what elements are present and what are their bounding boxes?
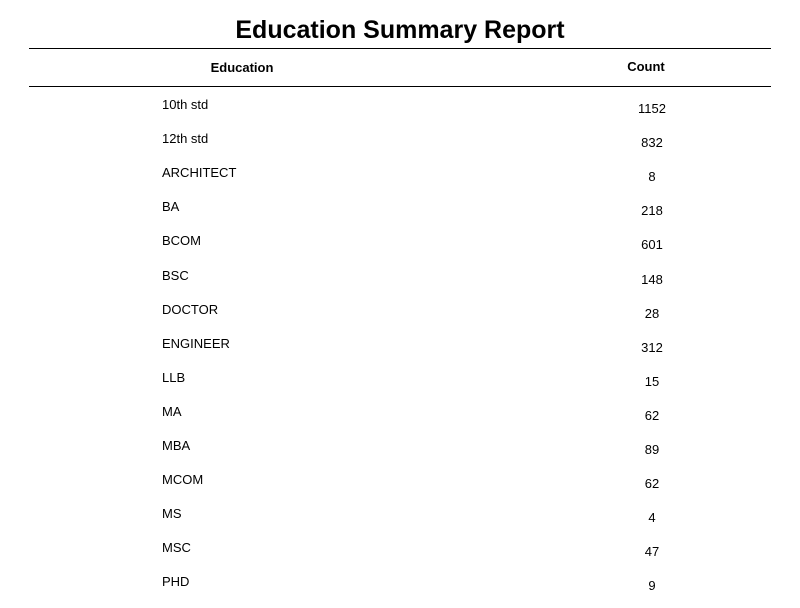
education-cell: 12th std: [162, 131, 209, 147]
count-cell: 312: [641, 339, 663, 355]
count-cell: 148: [641, 271, 663, 287]
table-row: [0, 472, 800, 506]
education-cell: LLB: [162, 369, 186, 385]
table-row: [0, 540, 800, 574]
count-cell: 15: [644, 373, 660, 389]
count-cell: 47: [644, 544, 660, 560]
table-row: [0, 131, 800, 165]
table-row: [0, 370, 800, 404]
education-cell: BSC: [162, 267, 189, 283]
count-cell: 1152: [638, 101, 666, 116]
education-cell: 10th std: [162, 97, 209, 112]
education-cell: MA: [162, 403, 182, 419]
table-row: [0, 438, 800, 472]
education-cell: DOCTOR: [162, 301, 219, 317]
table-row: [0, 506, 800, 540]
table-row: [0, 165, 800, 199]
count-cell: 4: [648, 510, 656, 526]
count-cell: 62: [644, 407, 660, 423]
education-cell: MBA: [162, 438, 191, 453]
column-header-education: Education: [210, 60, 274, 75]
table-row: [0, 97, 800, 131]
table-row: [0, 404, 800, 438]
education-cell: BCOM: [162, 233, 201, 249]
count-cell: 8: [648, 169, 656, 185]
count-cell: 218: [641, 203, 663, 219]
column-header-count: Count: [627, 59, 665, 74]
count-cell: 832: [641, 135, 663, 151]
education-cell: ENGINEER: [162, 335, 230, 351]
count-cell: 9: [648, 578, 656, 594]
count-cell: 601: [641, 237, 663, 253]
count-cell: 89: [644, 442, 660, 457]
count-cell: 28: [644, 305, 660, 321]
table-row: [0, 199, 800, 233]
table-row: [0, 336, 800, 370]
education-cell: MCOM: [162, 472, 204, 488]
education-cell: MS: [162, 506, 182, 522]
table-row: [0, 302, 800, 336]
education-cell: ARCHITECT: [162, 165, 237, 181]
table-row: [0, 233, 800, 267]
education-cell: PHD: [162, 574, 190, 590]
count-cell: 62: [644, 476, 660, 492]
education-cell: BA: [162, 199, 180, 215]
report-title: Education Summary Report: [235, 16, 565, 44]
table-row: [0, 268, 800, 302]
education-cell: MSC: [162, 540, 191, 556]
table-row: [0, 574, 800, 608]
